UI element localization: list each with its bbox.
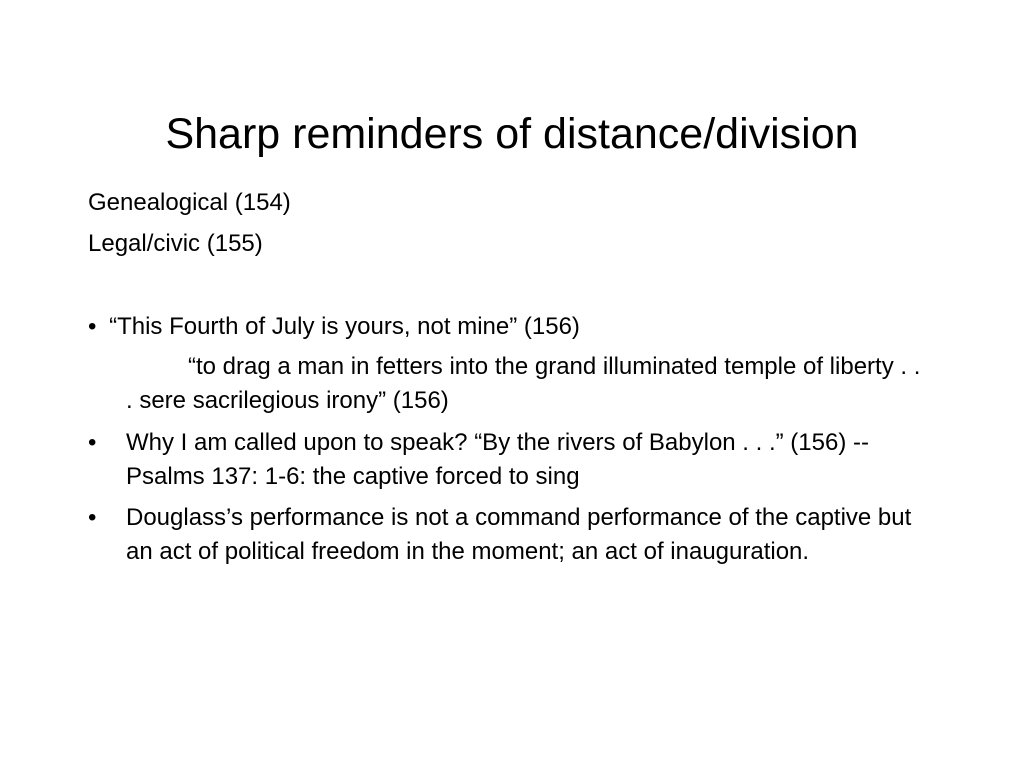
bullet-marker: • [88,313,97,340]
bullet-text-douglass: Douglass’s performance is not a command performance of the captive but an act of political freedom in the moment; an act of inauguration. [126,504,912,565]
bullet-marker: • [88,429,97,456]
slide-title: Sharp reminders of distance/division [165,110,859,158]
fetters-quote: “to drag a man in fetters into the grand illuminated temple of liberty . . . sere sacrilegious irony” (156) [126,353,921,414]
genealogical-line: Genealogical (154) [88,189,291,216]
fourth-of-july-item [88,310,580,344]
legal-civic-line: Legal/civic (155) [88,230,263,257]
fourth-of-july-text: “This Fourth of July is yours, not mine” (156) [109,313,580,340]
bullet-text-babylon: Why I am called upon to speak? “By the rivers of Babylon . . .” (156) -- Psalms 137: 1-6: the captive forced to sing [126,429,869,490]
bullet-item-douglass [88,501,938,569]
bullet-item-babylon [88,426,938,494]
bullet-marker: • [88,504,97,531]
